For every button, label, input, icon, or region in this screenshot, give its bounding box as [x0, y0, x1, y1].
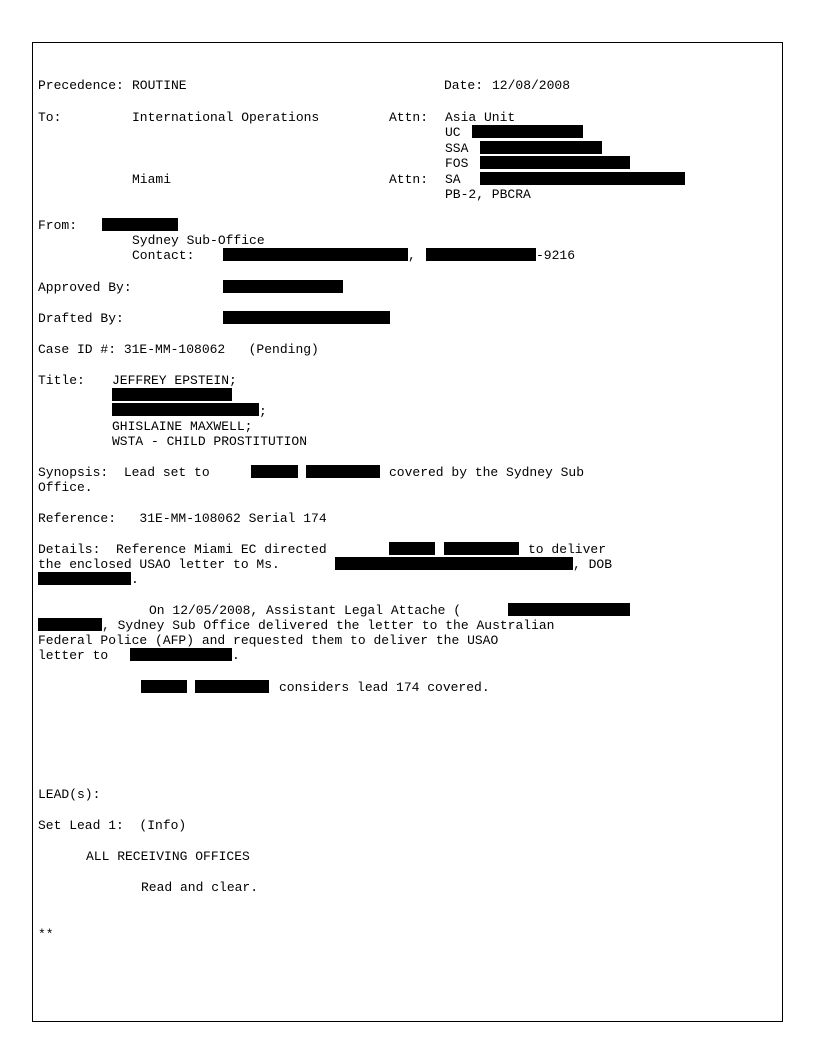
para-period: . [232, 648, 240, 663]
redaction-synopsis-2 [306, 465, 380, 478]
details-period: . [131, 572, 139, 587]
contact-phone-suffix: -9216 [536, 248, 576, 263]
from-office: Sydney Sub-Office [132, 233, 265, 248]
from-label: From: [38, 218, 78, 233]
title-line-1: JEFFREY EPSTEIN; [112, 373, 237, 388]
precedence-value: ROUTINE [132, 78, 187, 93]
redaction-para-1 [508, 603, 630, 616]
receiving-offices: ALL RECEIVING OFFICES [86, 849, 250, 864]
uc-label: UC [445, 125, 461, 140]
redaction-contact-name [223, 248, 408, 261]
redaction-uc [472, 125, 583, 138]
redaction-fos [480, 156, 630, 169]
date-label: Date: [444, 78, 484, 93]
to-label: To: [38, 110, 62, 125]
redaction-details-1 [389, 542, 435, 555]
redaction-details-dob [38, 572, 131, 585]
redaction-details-2 [444, 542, 519, 555]
synopsis-text: Synopsis: Lead set to [38, 465, 210, 480]
case-id: Case ID #: 31E-MM-108062 (Pending) [38, 342, 319, 357]
synopsis-line-2: Office. [38, 480, 93, 495]
synopsis-tail: covered by the Sydney Sub [389, 465, 585, 480]
page-border [32, 42, 783, 1022]
redaction-para-2 [38, 618, 102, 631]
attn-label-1: Attn: [389, 110, 429, 125]
details-dob: , DOB [573, 557, 613, 572]
to-office-miami: Miami [132, 172, 172, 187]
para-line-4: letter to [38, 648, 109, 663]
redaction-closing-2 [195, 680, 269, 693]
fos-label: FOS [445, 156, 469, 171]
redaction-contact-phone [426, 248, 536, 261]
redaction-sa [480, 172, 685, 185]
redaction-ssa [480, 141, 602, 154]
redaction-synopsis-1 [251, 465, 298, 478]
drafted-by-label: Drafted By: [38, 311, 124, 326]
reference: Reference: 31E-MM-108062 Serial 174 [38, 511, 327, 526]
sa-label: SA [445, 172, 461, 187]
title-line-5: WSTA - CHILD PROSTITUTION [112, 434, 308, 449]
squad-label: PB-2, PBCRA [445, 187, 531, 202]
redaction-from [102, 218, 178, 231]
details-line-2: the enclosed USAO letter to Ms. [38, 557, 280, 572]
title-line-4: GHISLAINE MAXWELL; [112, 419, 253, 434]
footer-mark: ** [38, 927, 54, 942]
title-label: Title: [38, 373, 85, 388]
leads-heading: LEAD(s): [38, 787, 101, 802]
approved-by-label: Approved By: [38, 280, 132, 295]
attn-asia-unit: Asia Unit [445, 110, 516, 125]
date-value: 12/08/2008 [492, 78, 571, 93]
contact-comma: , [408, 248, 416, 263]
details-line-1-tail: to deliver [528, 542, 607, 557]
redaction-para-3 [130, 648, 232, 661]
title-semicolon: ; [259, 404, 267, 419]
details-line-1: Details: Reference Miami EC directed [38, 542, 327, 557]
attn-label-2: Attn: [389, 172, 429, 187]
redaction-drafted-by [223, 311, 390, 324]
para-line-3: Federal Police (AFP) and requested them to deliver the USAO [38, 633, 499, 648]
redaction-details-name [335, 557, 573, 570]
precedence-label: Precedence: [38, 78, 124, 93]
ssa-label: SSA [445, 141, 469, 156]
contact-label: Contact: [132, 248, 195, 263]
redaction-title-line-3 [112, 403, 259, 416]
closing-text: considers lead 174 covered. [279, 680, 490, 695]
redaction-closing-1 [141, 680, 187, 693]
set-lead-1: Set Lead 1: (Info) [38, 818, 187, 833]
redaction-title-line-2 [112, 388, 232, 401]
redaction-approved-by [223, 280, 343, 293]
read-and-clear: Read and clear. [141, 880, 259, 895]
para-line-1: On 12/05/2008, Assistant Legal Attache ( [149, 603, 462, 618]
para-line-2: , Sydney Sub Office delivered the letter to the Australian [102, 618, 555, 633]
to-office-international: International Operations [132, 110, 320, 125]
